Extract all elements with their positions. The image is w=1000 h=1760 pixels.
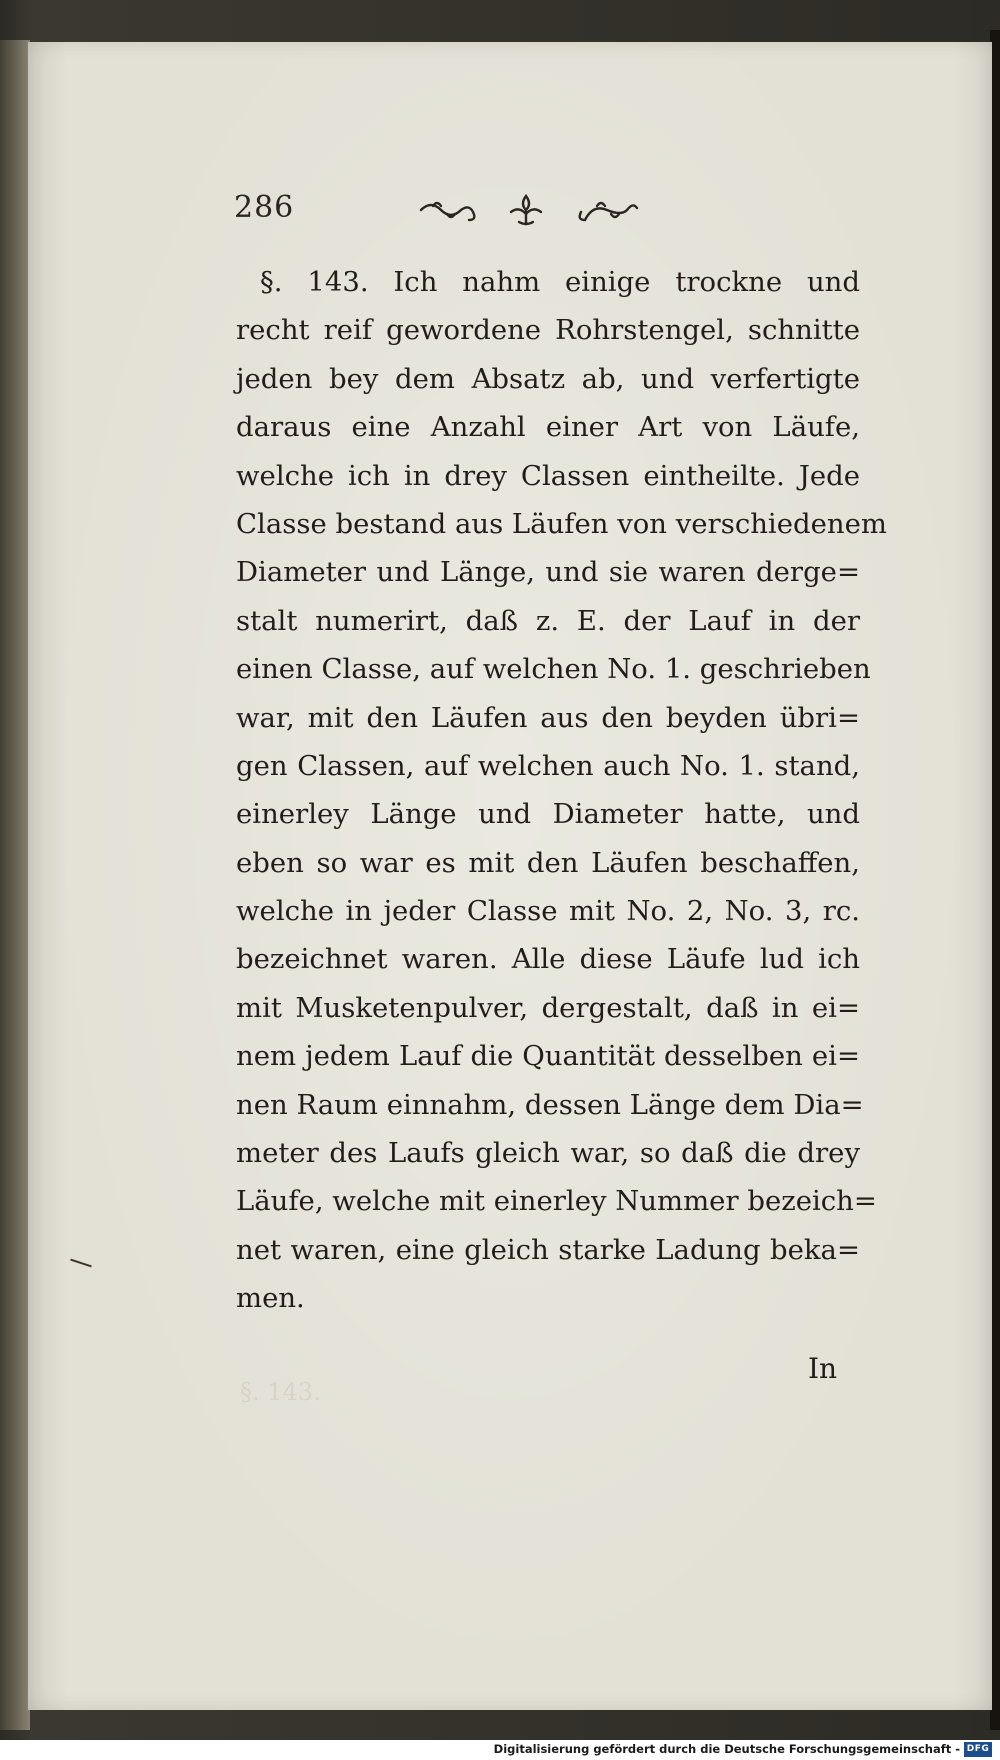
text-line: men. [236, 1282, 305, 1315]
text-line: einerley Länge und Diameter hatte, und [236, 798, 860, 831]
text-line: welche in jeder Classe mit No. 2, No. 3, rc. [236, 895, 860, 928]
text-line: nem jedem Lauf die Quantität desselben ei= [236, 1040, 860, 1073]
footer-credit: Digitalisierung gefördert durch die Deutsche Forschungsgemeinschaft - [493, 1742, 960, 1756]
text-line: daraus eine Anzahl einer Art von Läufe, [236, 411, 860, 444]
text-line: einen Classe, auf welchen No. 1. geschrieben [236, 653, 871, 686]
page-header [206, 190, 846, 240]
text-line: mit Musketenpulver, dergestalt, daß in ei= [236, 991, 860, 1024]
text-line: jeden bey dem Absatz ab, und verfertigte [236, 362, 860, 395]
vignette-ornament-icon [411, 190, 641, 230]
text-line: war, mit den Läufen aus den beyden übri= [236, 701, 860, 734]
text-line: gen Classen, auf welchen auch No. 1. stand, [236, 749, 860, 782]
text-line: Diameter und Länge, und sie waren derge= [236, 556, 860, 589]
text-line: stalt numerirt, daß z. E. der Lauf in der [236, 604, 860, 637]
text-line: nen Raum einnahm, dessen Länge dem Dia= [236, 1088, 864, 1121]
text-line: net waren, eine gleich starke Ladung beka= [236, 1233, 860, 1266]
text-line: bezeichnet waren. Alle diese Läufe lud ich [236, 943, 860, 976]
text-line: eben so war es mit den Läufen beschaffen, [236, 846, 860, 879]
bleed-through-text: §. 143. [240, 1378, 321, 1406]
text-line: meter des Laufs gleich war, so daß die drey [236, 1137, 860, 1170]
text-line: Läufe, welche mit einerley Nummer bezeich= [236, 1185, 877, 1218]
text-line: §. 143. Ich nahm einige trockne und [260, 266, 860, 298]
dfg-logo-icon: DFG [964, 1742, 992, 1757]
text-line: Classe bestand aus Läufen von verschiedenem [236, 507, 887, 540]
body-text [236, 258, 887, 1323]
catchword: In [808, 1352, 838, 1385]
page-number: 286 [234, 190, 295, 225]
page-edge-left [0, 40, 30, 1730]
text-line: recht reif gewordene Rohrstengel, schnitte [236, 314, 860, 347]
text-line: welche ich in drey Classen eintheilte. Jede [236, 459, 860, 492]
